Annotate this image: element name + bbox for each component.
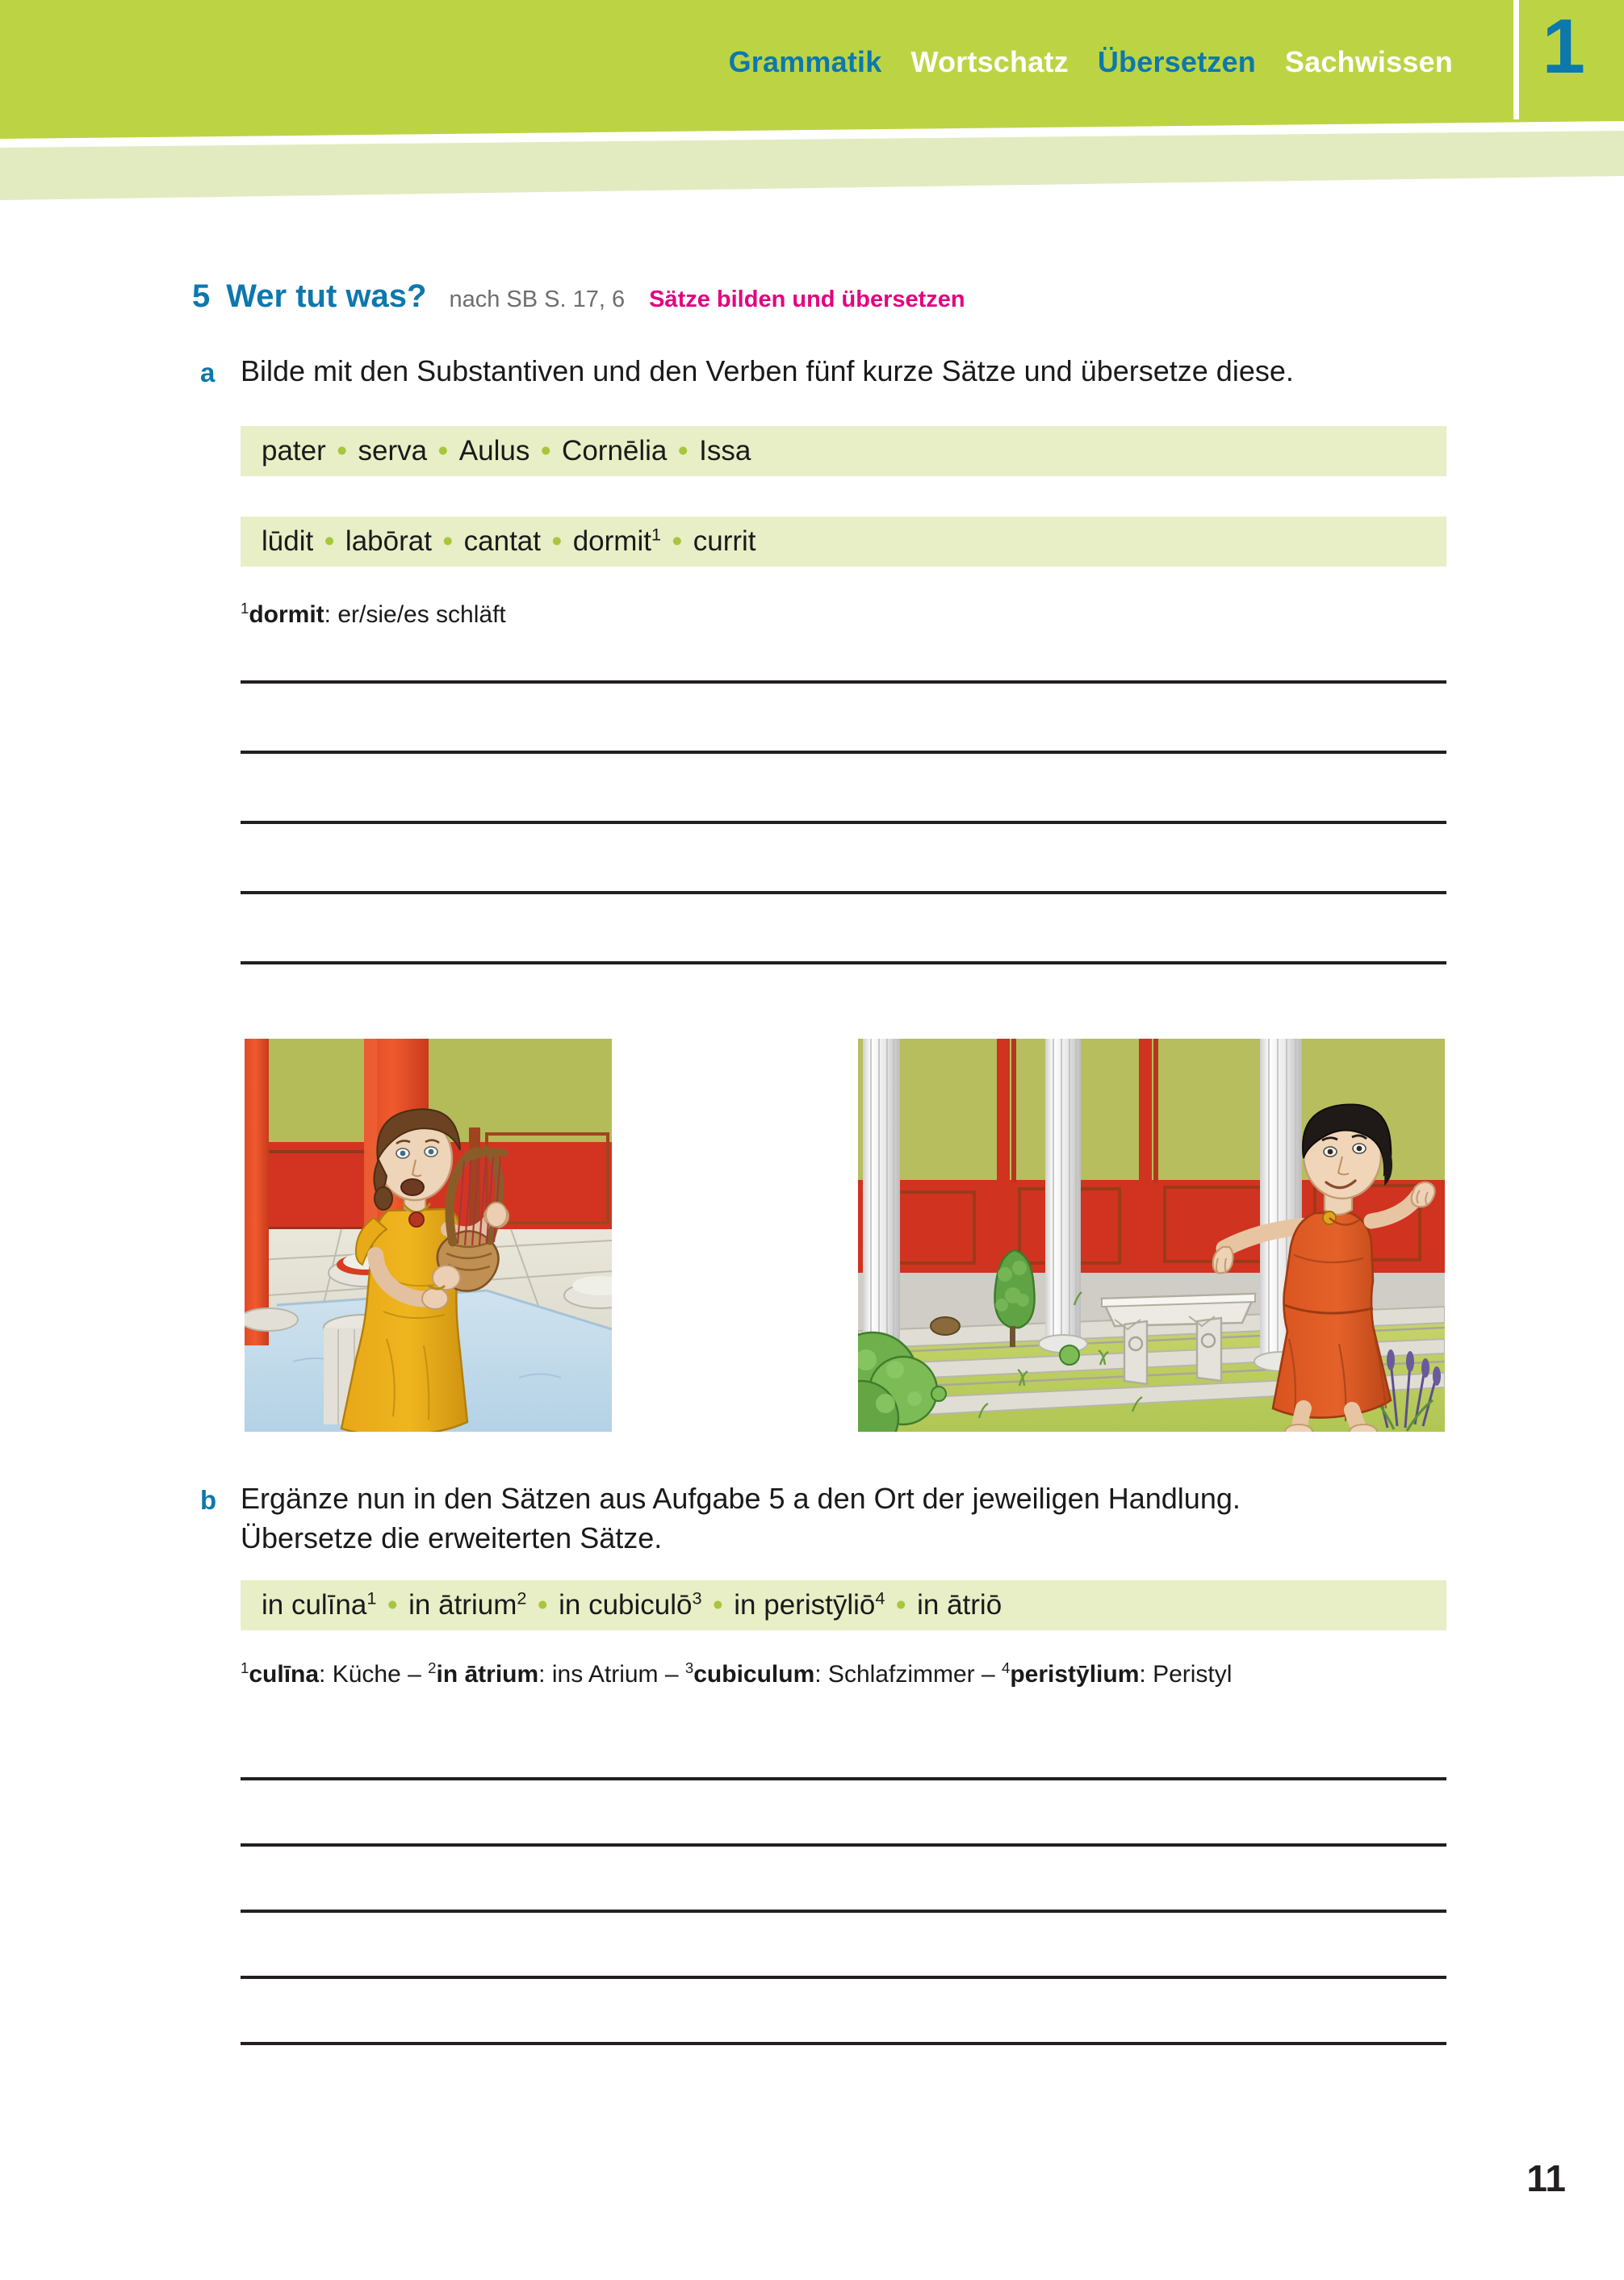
- wordbank-item: lūdit: [262, 525, 314, 557]
- wordbank-separator: •: [705, 1589, 731, 1621]
- wordbank-item-footnote-marker: 2: [517, 1588, 527, 1609]
- answer-rule-a-5[interactable]: [241, 961, 1446, 964]
- wordbank-item-footnote-marker: 1: [651, 524, 662, 545]
- task-a-instruction: Bilde mit den Substantiven und den Verben fünf kurze Sätze und übersetze diese.: [241, 354, 1294, 387]
- wordbank-item: Cornēlia: [562, 435, 668, 466]
- page-header: [0, 0, 1624, 210]
- wordbank-item: in cubiculō: [559, 1589, 693, 1621]
- wordbank-item-footnote-marker: 3: [692, 1588, 702, 1609]
- wordbank-item: in ātrium: [408, 1589, 517, 1621]
- illustration-girl-playing-lyre: [245, 1039, 612, 1432]
- task-b-letter: b: [200, 1485, 217, 1515]
- footnote-term: culīna: [249, 1661, 320, 1688]
- wordbank-item: labōrat: [345, 525, 432, 557]
- wordbank-item: cantat: [463, 525, 542, 557]
- answer-rule-b-5[interactable]: [241, 2042, 1446, 2045]
- answer-rule-b-4[interactable]: [241, 1976, 1446, 1979]
- wordbank-item-footnote-marker: 4: [875, 1588, 885, 1609]
- illustration-girl-playing-lyre-art: [245, 1039, 612, 1432]
- wordbank-separator: •: [430, 435, 456, 466]
- header-green-bands: [0, 0, 1624, 210]
- footnote-term: dormit: [249, 601, 324, 628]
- nav-item-wortschatz[interactable]: Wortschatz: [910, 45, 1069, 78]
- wordbank-places: [241, 1580, 1446, 1630]
- wordbank-nouns: [241, 426, 1446, 476]
- exercise-skill-tag: Sätze bilden und übersetzen: [649, 287, 965, 312]
- exercise-number: 5: [192, 278, 211, 314]
- wordbank-item: in ātriō: [917, 1589, 1002, 1621]
- footnote-gloss: : Peristyl: [1139, 1661, 1233, 1688]
- answer-rule-b-3[interactable]: [241, 1910, 1446, 1913]
- answer-rule-a-3[interactable]: [241, 821, 1446, 824]
- answer-rule-b-2[interactable]: [241, 1843, 1446, 1847]
- wordbank-separator: •: [434, 525, 461, 557]
- footnote-term: cubiculum: [693, 1661, 815, 1688]
- answer-rule-a-1[interactable]: [241, 680, 1446, 684]
- illustration-boy-in-peristyle-art: [858, 1039, 1445, 1432]
- nav-item-uebersetzen[interactable]: Übersetzen: [1097, 45, 1256, 78]
- chapter-divider: [1513, 0, 1519, 119]
- footnote-dash: –: [658, 1661, 685, 1688]
- task-a-letter: a: [200, 358, 216, 387]
- footnote-dash: –: [400, 1661, 429, 1688]
- exercise-title: Wer tut was?: [226, 278, 427, 314]
- footnote-marker: 3: [684, 1659, 694, 1676]
- wordbank-separator: •: [329, 435, 355, 466]
- footnote-marker: 1: [241, 600, 249, 617]
- footnote-marker: 1: [241, 1659, 249, 1676]
- footnote-gloss: : Schlafzimmer: [814, 1661, 975, 1688]
- task-a-footnote: [241, 601, 506, 629]
- page-number: 11: [1526, 2157, 1566, 2199]
- wordbank-separator: •: [664, 525, 690, 557]
- task-b-instruction-line-1: Ergänze nun in den Sätzen aus Aufgabe 5 a den Ort der jeweiligen Handlung.: [241, 1482, 1241, 1515]
- answer-rule-a-4[interactable]: [241, 891, 1446, 894]
- wordbank-places-text: [262, 1589, 1002, 1621]
- footnote-gloss: : ins Atrium: [538, 1661, 659, 1688]
- wordbank-item: in culīna: [262, 1589, 367, 1621]
- footnote-marker: 4: [1002, 1659, 1011, 1676]
- wordbank-item-footnote-marker: 1: [366, 1588, 377, 1609]
- wordbank-verbs-text: [262, 525, 756, 558]
- wordbank-separator: •: [533, 435, 559, 466]
- wordbank-item: Aulus: [458, 435, 530, 466]
- wordbank-item: in peristȳliō: [734, 1589, 876, 1621]
- wordbank-verbs: [241, 517, 1446, 567]
- nav-item-sachwissen[interactable]: Sachwissen: [1284, 45, 1453, 78]
- wordbank-item: pater: [262, 435, 326, 466]
- exercise-heading: [192, 278, 965, 315]
- exercise-reference: nach SB S. 17, 6: [449, 287, 626, 312]
- header-nav: [729, 45, 1453, 79]
- answer-rule-b-1[interactable]: [241, 1777, 1446, 1780]
- wordbank-separator: •: [670, 435, 697, 466]
- footnote-gloss: : er/sie/es schläft: [324, 601, 506, 628]
- wordbank-item: serva: [358, 435, 428, 466]
- wordbank-separator: •: [544, 525, 570, 557]
- wordbank-separator: •: [316, 525, 342, 557]
- chapter-number: 1: [1542, 3, 1585, 90]
- illustration-boy-in-peristyle: [858, 1039, 1445, 1432]
- task-b-instruction-line-2: Übersetze die erweiterten Sätze.: [241, 1521, 663, 1554]
- wordbank-item: currit: [693, 525, 756, 557]
- footnote-marker: 2: [428, 1659, 437, 1676]
- footnote-dash: –: [974, 1661, 1002, 1688]
- wordbank-separator: •: [888, 1589, 915, 1621]
- footnote-gloss: : Küche: [319, 1661, 401, 1688]
- footnote-term: peristȳlium: [1010, 1661, 1140, 1688]
- task-b-footnotes: [241, 1661, 1232, 1688]
- wordbank-separator: •: [529, 1589, 556, 1621]
- wordbank-nouns-text: [262, 435, 751, 467]
- wordbank-separator: •: [379, 1589, 406, 1621]
- wordbank-item: Issa: [699, 435, 751, 466]
- wordbank-item: dormit: [572, 525, 651, 557]
- answer-rule-a-2[interactable]: [241, 751, 1446, 754]
- nav-item-grammatik[interactable]: Grammatik: [728, 45, 882, 78]
- footnote-term: in ātrium: [436, 1661, 539, 1688]
